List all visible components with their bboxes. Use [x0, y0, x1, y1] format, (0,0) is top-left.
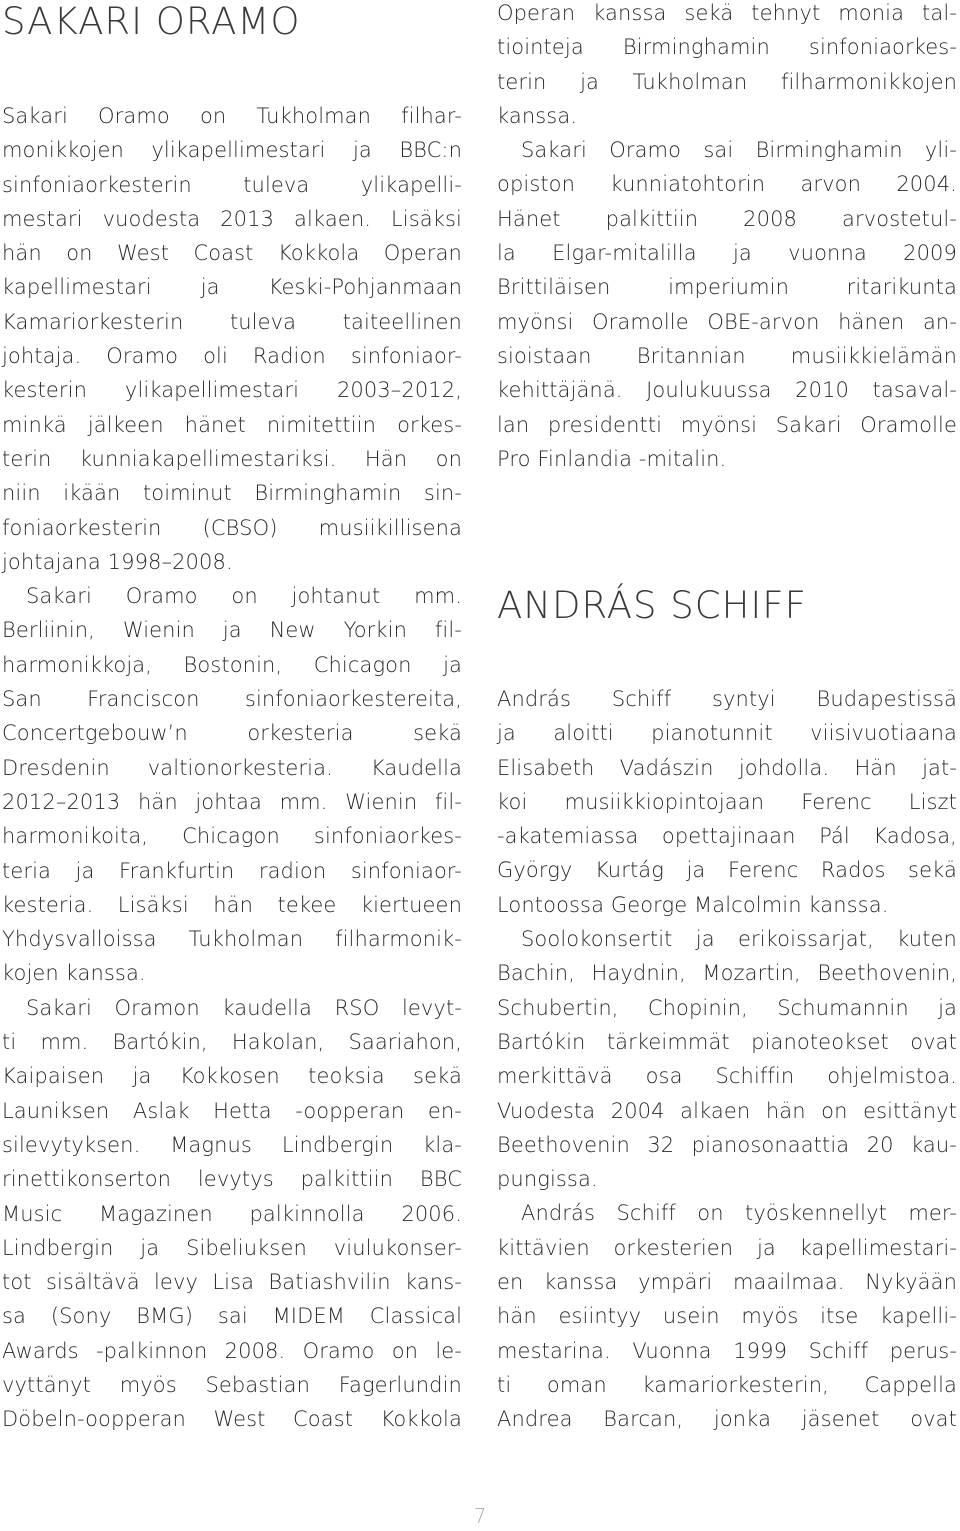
text-line: la Elgar-mitalilla ja vuonna 2009 [497, 241, 957, 266]
text-line: Sakari Oramon kaudella RSO levyt- [26, 995, 462, 1020]
text-line: harmonikoita, Chicagon sinfoniaorkes- [2, 824, 462, 849]
text-line: kapellimestari ja Keski-Pohjanmaan [2, 275, 462, 300]
text-line: silevytyksen. Magnus Lindbergin kla- [2, 1132, 462, 1157]
text-line: Elisabeth Vadászin johdolla. Hän jat- [497, 755, 957, 780]
text-line: Brittiläisen imperiumin ritarikunta [497, 275, 957, 300]
text-line: ti mm. Bartókin, Hakolan, Saariahon, [2, 1030, 462, 1055]
text-line: Sakari Oramo on johtanut mm. [26, 584, 462, 609]
text-line: ti oman kamariorkesterin, Cappella [497, 1372, 957, 1397]
text-line: Yhdysvalloissa Tukholman filharmonik- [2, 927, 462, 952]
text-line: niin ikään toiminut Birminghamin sin- [2, 481, 462, 506]
text-line: Sakari Oramo sai Birminghamin yli- [521, 138, 957, 163]
text-line: kanssa. [497, 103, 578, 128]
text-line: Kamariorkesterin tuleva taiteellinen [2, 309, 462, 334]
text-line: kojen kanssa. [2, 961, 146, 986]
text-line: Pro Finlandia -mitalin. [497, 446, 727, 471]
text-line: rinettikonserton levytys palkittiin BBC [2, 1167, 462, 1192]
text-line: Soolokonsertit ja erikoissarjat, kuten [521, 927, 957, 952]
text-line: András Schiff syntyi Budapestissä [497, 687, 957, 711]
text-line: mestarina. Vuonna 1999 Schiff perus- [497, 1338, 957, 1363]
text-line: Dresdenin valtionorkesteria. Kaudella [2, 755, 462, 780]
text-line: harmonikkoja, Bostonin, Chicagon ja [2, 652, 462, 677]
text-line: Awards -palkinnon 2008. Oramo on le- [2, 1338, 462, 1363]
text-line: Beethovenin 32 pianosonaattia 20 kau- [497, 1132, 957, 1157]
text-line: hän esiintyy usein myös itse kapelli- [497, 1304, 957, 1329]
text-line: vyttänyt myös Sebastian Fagerlundin [2, 1372, 462, 1397]
text-line: kehittäjänä. Joulukuussa 2010 tasaval- [497, 378, 957, 403]
section-title-oramo: SAKARI ORAMO [2, 0, 301, 43]
text-line: en kanssa ympäri maailmaa. Nykyään [497, 1270, 957, 1295]
text-line: teria ja Frankfurtin radion sinfoniaor- [2, 858, 462, 883]
text-line: András Schiff on työskennellyt mer- [521, 1201, 957, 1226]
text-line: Hänet palkittiin 2008 arvostetul- [497, 206, 957, 231]
text-line: pungissa. [497, 1167, 598, 1192]
text-line: Kaipaisen ja Kokkosen teoksia sekä [2, 1064, 462, 1089]
text-line: San Franciscon sinfoniaorkestereita, [2, 687, 462, 712]
text-line: johtaja. Oramo oli Radion sinfoniaor- [2, 344, 462, 369]
text-line: Lindbergin ja Sibeliuksen viulukonser- [2, 1235, 462, 1260]
text-line: Concertgebouw’n orkesteria sekä [2, 721, 462, 746]
text-line: tot sisältävä levy Lisa Batiashvilin kans- [2, 1270, 462, 1295]
text-line: Launiksen Aslak Hetta -oopperan en- [2, 1098, 462, 1123]
text-line: terin ja Tukholman filharmonikkojen [497, 69, 957, 94]
text-line: Lontoossa George Malcolmin kanssa. [497, 892, 889, 917]
text-line: Berliinin, Wienin ja New Yorkin fil- [2, 618, 462, 643]
text-line: ja aloitti pianotunnit viisivuotiaana [497, 721, 957, 746]
text-line: György Kurtág ja Ferenc Rados sekä [497, 858, 957, 883]
text-line: Bartókin tärkeimmät pianoteokset ovat [497, 1029, 957, 1054]
text-line: tiointeja Birminghamin sinfoniaorkes- [497, 35, 957, 60]
text-line: Operan kanssa sekä tehnyt monia tal- [497, 1, 957, 25]
text-line: monikkojen ylikapellimestari ja BBC:n [2, 138, 462, 163]
column-right-schiff [497, 682, 957, 1437]
text-line: Döbeln-oopperan West Coast Kokkola [2, 1407, 462, 1432]
text-line: mestari vuodesta 2013 alkaen. Lisäksi [2, 206, 462, 231]
text-line: sa (Sony BMG) sai MIDEM Classical [2, 1304, 462, 1329]
text-line: sioistaan Britannian musiikkielämän [497, 343, 957, 368]
section-title-schiff: ANDRÁS SCHIFF [497, 584, 807, 627]
text-line: 2012–2013 hän johtaa mm. Wienin fil- [2, 789, 462, 814]
text-line: opiston kunniatohtorin arvon 2004. [497, 172, 957, 197]
text-line: hän on West Coast Kokkola Operan [2, 241, 462, 266]
text-line: Vuodesta 2004 alkaen hän on esittänyt [497, 1098, 957, 1123]
text-line: foniaorkesterin (CBSO) musiikillisena [2, 515, 462, 540]
text-line: Music Magazinen palkinnolla 2006. [2, 1201, 462, 1226]
text-line: Sakari Oramo on Tukholman filhar- [2, 104, 462, 128]
text-line: sinfoniaorkesterin tuleva ylikapelli- [2, 172, 462, 197]
text-line: Bachin, Haydnin, Mozartin, Beethovenin, [497, 961, 957, 986]
text-line: lan presidentti myönsi Sakari Oramolle [497, 412, 957, 437]
text-line: kesterin ylikapellimestari 2003–2012, [2, 378, 462, 403]
text-line: koi musiikkiopintojaan Ferenc Liszt [497, 789, 957, 814]
column-left [2, 99, 462, 1437]
text-line: myönsi Oramolle OBE-arvon hänen an- [497, 309, 957, 334]
text-line: merkittävä osa Schiffin ohjelmistoa. [497, 1064, 957, 1089]
page-number: 7 [473, 1504, 487, 1528]
text-line: Schubertin, Chopinin, Schumannin ja [497, 995, 957, 1020]
text-line: Andrea Barcan, jonka jäsenet ovat [497, 1407, 957, 1432]
text-line: terin kunniakapellimestariksi. Hän on [2, 446, 462, 471]
text-line: minkä jälkeen hänet nimitettiin orkes- [2, 412, 462, 437]
column-right [497, 0, 957, 476]
text-line: -akatemiassa opettajinaan Pál Kadosa, [497, 824, 957, 849]
text-line: kittävien orkesterien ja kapellimestari- [497, 1235, 957, 1260]
text-line: johtajana 1998–2008. [2, 549, 233, 574]
text-line: kesteria. Lisäksi hän tekee kiertueen [2, 892, 462, 917]
